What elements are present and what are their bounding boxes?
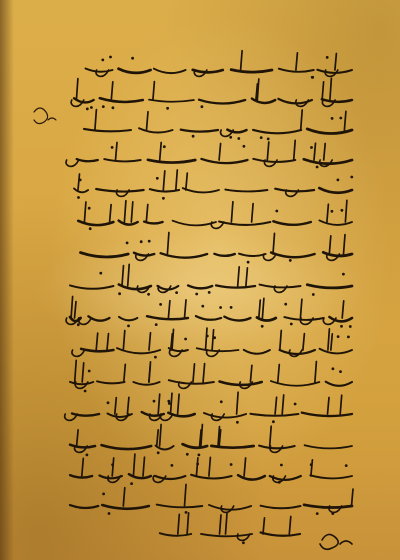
ink-stroke [329,236,331,254]
diacritic-dot [339,117,342,120]
ink-stroke [160,143,162,161]
diacritic-dot [126,242,129,245]
diacritic-dot [127,325,130,328]
diacritic-dot [112,106,115,109]
diacritic-dot [213,336,216,339]
diacritic-dot [220,400,223,403]
diacritic-dot [310,463,313,466]
ink-stroke [326,382,352,386]
manuscript-line [65,392,352,423]
diacritic-dot [332,367,335,370]
ink-stroke [344,111,346,130]
ink-stroke [119,221,138,225]
ink-stroke [289,517,291,535]
ink-stroke [253,130,301,133]
diacritic-dot [167,400,170,403]
ink-stroke [139,128,173,132]
diacritic-dot [230,463,233,466]
ink-stroke [280,331,282,351]
ink-stroke [328,329,330,350]
diacritic-dot [331,512,334,515]
ink-stroke [107,334,109,350]
ink-stroke [282,395,284,414]
diacritic-dot [243,145,246,148]
diacritic-dot [198,454,201,457]
ink-stroke [311,460,313,476]
manuscript-line [71,78,352,110]
ink-stroke [237,392,239,414]
ink-stroke [197,348,239,351]
diacritic-dot [229,136,232,139]
ink-stroke [262,298,264,318]
ink-stroke [168,301,170,318]
diacritic-dot [88,370,91,373]
diacritic-dot [331,117,334,120]
diacritic-dot [99,272,102,275]
ink-stroke [70,285,113,288]
ink-stroke [153,82,155,100]
ink-stroke [271,253,315,258]
manuscript-line [84,110,352,141]
ink-stroke [167,233,169,255]
ink-stroke [116,143,118,161]
ink-stroke [303,334,305,350]
diacritic-dot [294,403,297,406]
ink-stroke [149,366,151,382]
ink-stroke [252,204,254,222]
ink-stroke [112,458,114,476]
ink-stroke [173,221,216,226]
ink-stroke [154,69,186,73]
ink-stroke [315,362,317,383]
ink-stroke [196,458,198,476]
ink-stroke [253,159,295,162]
ink-stroke [133,454,135,476]
ink-stroke [183,444,207,448]
ink-stroke [273,221,310,225]
ink-stroke [352,489,354,506]
ink-stroke [344,235,346,254]
ink-stroke [76,79,78,100]
diacritic-dot [345,464,348,467]
ink-stroke [96,333,98,350]
ink-stroke [157,430,159,446]
ink-stroke [95,110,97,130]
ink-stroke [219,222,270,225]
diacritic-dot [341,209,344,212]
diacritic-dot [186,453,189,456]
ink-stroke [181,130,218,132]
ink-stroke [84,129,131,131]
manuscript-line [72,328,352,358]
ink-stroke [75,360,77,382]
ink-stroke [300,299,302,318]
ink-stroke [127,397,128,414]
ink-stroke [307,285,352,288]
manuscript-line [80,233,352,264]
ink-stroke [204,413,246,418]
ink-stroke [74,188,88,192]
ink-stroke [178,394,180,414]
diacritic-dot [185,511,188,514]
ink-stroke [123,331,125,351]
ink-stroke [143,457,145,476]
ink-stroke [100,98,143,102]
ink-stroke [188,285,212,288]
manuscript-line [160,513,300,544]
diacritic-dot [140,240,143,243]
ink-stroke [78,174,80,190]
ink-stroke [149,100,194,102]
diacritic-dot [130,482,133,485]
ink-stroke [250,365,252,382]
ink-stroke [66,160,79,166]
ink-stroke [260,532,300,535]
ink-stroke [241,51,243,70]
diacritic-dot [230,306,233,309]
ink-stroke [193,364,195,382]
ink-stroke [322,82,324,100]
ink-stroke [147,316,188,319]
manuscript-line [70,485,353,515]
ink-stroke [238,475,265,479]
diacritic-dot [163,145,166,148]
diacritic-dot [159,303,162,306]
diacritic-dot [168,402,171,405]
diacritic-dot [326,56,329,59]
diacritic-dot [166,107,169,110]
ink-stroke [319,188,352,193]
diacritic-dot [86,108,89,111]
ink-stroke [307,129,352,134]
ink-stroke [261,506,301,509]
diacritic-dot [275,210,278,213]
ink-stroke [119,69,151,73]
ink-stroke [330,78,332,100]
ink-stroke [310,475,352,478]
ink-stroke [305,445,352,448]
diacritic-dot [157,451,160,454]
ink-stroke [294,140,296,160]
ink-stroke [146,205,148,223]
ink-stroke [178,514,180,534]
ink-stroke [183,188,219,192]
catchword-mark [320,534,352,549]
ink-stroke [331,334,333,350]
diacritic-dot [89,227,92,230]
ink-stroke [263,518,265,534]
ink-stroke [206,328,208,350]
diacritic-dot [337,179,340,182]
ink-stroke [71,297,73,319]
diacritic-dot [331,210,334,213]
ink-stroke [101,445,151,449]
diacritic-dot [155,323,158,326]
ink-stroke [196,316,221,320]
ink-stroke [84,202,86,222]
diacritic-dot [337,335,340,338]
ink-stroke [82,458,84,476]
ink-stroke [82,363,84,382]
ink-stroke [320,349,352,354]
diacritic-dot [192,135,195,138]
ink-stroke [304,505,352,508]
diacritic-dot [280,464,283,467]
diacritic-dot [175,291,178,294]
ink-stroke [224,317,250,321]
ink-stroke [131,202,133,222]
ink-stroke [124,364,126,382]
ink-stroke [128,264,130,286]
diacritic-dot [316,512,319,515]
ink-stroke [225,190,267,192]
ink-stroke [156,446,174,450]
ink-stroke [327,204,329,222]
ink-stroke [328,398,330,415]
ink-stroke [238,267,240,286]
manuscript-line [66,297,352,328]
diacritic-dot [206,335,209,338]
diacritic-dot [108,512,111,515]
ink-stroke [147,112,149,130]
ink-stroke [185,485,187,507]
diacritic-dot [77,196,80,199]
ink-stroke [273,233,275,254]
diacritic-dot [272,420,275,423]
ink-stroke [104,159,140,161]
diacritic-dot [86,454,89,457]
ink-stroke [97,381,124,383]
ink-stroke [148,160,195,163]
diacritic-dot [316,166,319,169]
diacritic-dot [107,401,110,404]
ink-stroke [115,398,117,414]
ink-stroke [77,430,79,446]
diacritic-dot [278,481,281,484]
ink-stroke [203,364,205,382]
manuscript-line [74,170,353,200]
ink-stroke [278,365,280,383]
ink-stroke [226,513,228,534]
ink-stroke [172,329,174,350]
diacritic-dot [184,338,187,341]
ink-stroke [260,285,301,288]
ink-stroke [199,100,245,104]
ink-stroke [280,350,315,354]
ink-stroke [186,173,188,190]
ink-stroke [124,201,126,222]
ink-stroke [129,474,151,478]
diacritic-dot [219,306,222,309]
diacritic-dot [109,56,112,59]
diacritic-dot [111,463,114,466]
ink-stroke [110,205,112,222]
ink-stroke [209,457,211,476]
diacritic-dot [156,177,159,180]
diacritic-dot [311,76,314,79]
diacritic-dot [153,400,156,403]
ink-stroke [96,189,143,192]
diacritic-dot [148,240,151,243]
diacritic-dot [340,325,343,328]
ink-stroke [319,220,352,224]
diacritic-dot [247,261,250,264]
ink-stroke [257,317,276,320]
ink-stroke [244,458,246,476]
ink-stroke [77,159,98,161]
ink-stroke [324,144,326,161]
ink-stroke [193,70,223,72]
manuscript-line [66,140,352,168]
ink-stroke [80,253,128,257]
diacritic-dot [289,259,292,262]
diacritic-dot [162,197,165,200]
ink-stroke [246,268,248,286]
diacritic-dot [118,292,121,295]
diacritic-dot [237,137,240,140]
ink-stroke [216,285,255,287]
manuscript-line [70,360,352,392]
ink-stroke [231,202,233,222]
ink-stroke [149,333,151,350]
ink-stroke [201,159,247,163]
ink-stroke [244,350,270,354]
diacritic-dot [290,323,293,326]
ink-stroke [158,394,160,414]
diacritic-dot [312,293,315,296]
diacritic-dot [350,176,353,179]
ink-stroke [214,254,234,256]
ink-stroke [275,189,314,192]
manuscript-line [70,454,352,485]
diacritic-dot [171,464,174,467]
ink-stroke [163,171,165,190]
ink-stroke [275,397,277,414]
ink-stroke [123,488,125,506]
ink-stroke [314,143,316,160]
diacritic-dot [284,303,287,306]
diacritic-dot [347,336,350,339]
ink-stroke [322,99,352,102]
ink-stroke [239,254,266,256]
ink-stroke [176,170,178,190]
ink-stroke [201,534,252,536]
diacritic-dot [102,493,105,496]
ink-stroke [187,513,189,534]
ink-stroke [270,426,272,446]
diacritic-dot [77,323,80,326]
diacritic-dot [90,106,93,109]
ink-stroke [72,350,85,356]
ink-stroke [119,317,137,320]
diacritic-dot [342,273,345,276]
diacritic-dot [195,293,198,296]
ink-stroke [157,286,178,290]
ink-stroke [335,54,337,71]
ink-stroke [111,82,113,100]
diacritic-dot [242,541,245,544]
ink-stroke [219,144,221,161]
diacritic-dot [84,390,87,393]
ink-stroke [155,476,185,479]
ink-stroke [209,505,251,510]
ink-stroke [301,110,303,130]
marginal-gloss-mark [34,108,56,124]
ink-stroke [81,349,113,351]
ink-stroke [75,302,77,318]
ink-stroke [157,505,203,508]
diacritic-dot [267,138,270,141]
diacritic-dot [154,356,157,359]
ink-stroke [171,393,173,414]
ink-stroke [227,130,246,133]
ink-stroke [185,300,187,318]
diacritic-dot [147,293,150,296]
diacritic-dot [236,421,239,424]
ink-stroke [340,395,342,414]
diacritic-dot [260,136,263,139]
manuscript-line [85,51,352,79]
diacritic-dot [88,207,91,210]
diacritic-dot [131,57,134,60]
ink-stroke [70,445,95,448]
diacritic-dot [208,291,211,294]
diacritic-dot [310,146,313,149]
ink-stroke [150,189,179,191]
diacritic-dot [339,370,342,373]
diacritic-dot [201,105,204,108]
ink-stroke [122,266,124,286]
manuscript-line [78,200,352,230]
diacritic-dot [261,325,264,328]
diacritic-dot [196,463,199,466]
diacritic-dot [79,179,82,182]
manuscript-line [70,264,352,296]
ink-stroke [78,221,113,225]
ink-stroke [296,53,298,70]
ink-stroke [212,330,214,350]
ink-stroke [119,284,151,289]
ink-stroke [259,446,295,449]
diacritic-dot [111,146,114,149]
ink-stroke [220,515,222,534]
diacritic-dot [349,325,352,328]
diacritic-dot [101,59,104,62]
ink-stroke [160,425,162,447]
ink-stroke [342,301,344,318]
ink-stroke [102,505,149,509]
ink-stroke [284,317,323,320]
diacritic-dot [102,105,105,108]
ink-stroke [267,142,269,160]
ink-stroke [231,70,272,72]
ink-stroke [142,412,164,416]
ink-stroke [304,159,352,163]
ink-stroke [345,200,347,222]
ink-stroke [259,300,261,318]
diacritic-dot [201,305,204,308]
manuscript-line [70,425,352,457]
ink-stroke [329,317,352,321]
ink-stroke [70,505,98,508]
ink-stroke [133,382,159,385]
